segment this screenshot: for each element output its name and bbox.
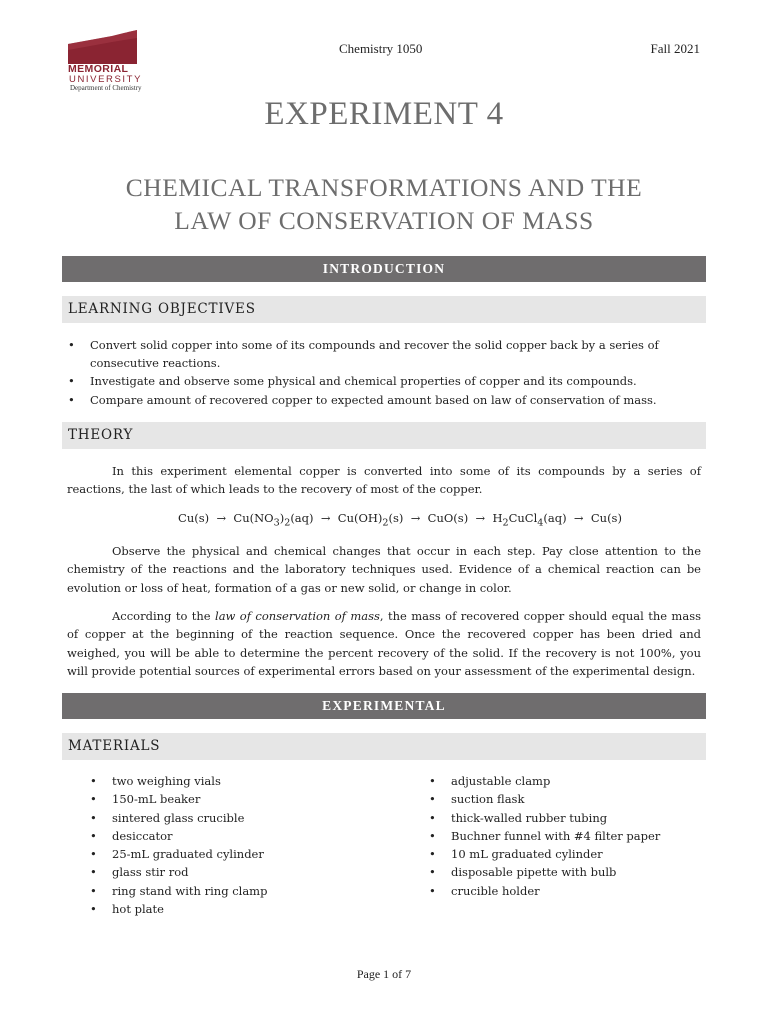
list-item: • crucible holder — [427, 882, 717, 900]
main-title-line1: CHEMICAL TRANSFORMATIONS AND THE — [125, 173, 643, 202]
logo-wordmark-sub: UNIVERSITY — [69, 74, 143, 85]
materials-list-left — [88, 772, 388, 918]
university-logo-flag — [68, 30, 137, 64]
list-item: • Buchner funnel with #4 filter paper — [427, 827, 717, 845]
list-item: • two weighing vials — [88, 772, 388, 790]
materials-list-right — [427, 772, 717, 900]
theory-paragraph-3: According to the law of conservation of mass, the mass of recovered copper should equal the mass of copper at the beginning of the reaction sequence. Once the recovered copper has been dried and weighed, you will be able to determine the percent recovery of the solid. If the recovery is not 100%, you will provide potential sources of experimental errors based on your assessment of the experimental design. — [67, 609, 701, 678]
list-item: • ring stand with ring clamp — [88, 882, 388, 900]
department-name: Department of Chemistry — [70, 84, 142, 92]
list-item: • sintered glass crucible — [88, 809, 388, 827]
list-item: • hot plate — [88, 900, 388, 918]
subheading-theory: THEORY — [62, 422, 706, 449]
list-item: • thick-walled rubber tubing — [427, 809, 717, 827]
reaction-sequence: $Cu(s) \to Cu(NO_3)_2(aq) \to Cu(OH)_2(s) \to CuO(s)$ → $H_2CuCl_4(aq) \to Cu(s)$ — [178, 511, 622, 529]
section-bar-introduction: INTRODUCTION — [62, 256, 706, 282]
term: Fall 2021 — [650, 41, 700, 56]
theory-paragraph-1: In this experiment elemental copper is converted into some of its compounds by a series of reactions, the last of which leads to the recovery of most of the copper. — [67, 464, 701, 497]
section-bar-experimental: EXPERIMENTAL — [62, 693, 706, 719]
main-title-line2: LAW OF CONSERVATION OF MASS — [174, 206, 594, 235]
course-name: Chemistry 1050 — [339, 41, 423, 56]
main-title — [0, 171, 768, 237]
list-item: • 150-mL beaker — [88, 790, 388, 808]
list-item: • disposable pipette with bulb — [427, 863, 717, 881]
list-item: • Investigate and observe some physical and chemical properties of copper and its compounds. — [68, 372, 708, 390]
objectives-list — [68, 336, 708, 409]
list-item: • Convert solid copper into some of its compounds and recover the solid copper back by a series of consecutive reactions. — [68, 336, 708, 372]
list-item: • desiccator — [88, 827, 388, 845]
list-item: • 25-mL graduated cylinder — [88, 845, 388, 863]
list-item: • glass stir rod — [88, 863, 388, 881]
theory-paragraph-2: Observe the physical and chemical changes that occur in each step. Pay close attention to the chemistry of the reactions and the laboratory techniques used. Evidence of a chemical reaction can be evolution or loss of heat, formation of a gas or new solid, or change in color. — [67, 544, 701, 595]
experiment-title: EXPERIMENT 4 — [264, 96, 504, 132]
subheading-learning-objectives: LEARNING OBJECTIVES — [62, 296, 706, 323]
page-number: Page 1 of 7 — [356, 967, 412, 981]
subheading-materials: MATERIALS — [62, 733, 706, 760]
list-item: • suction flask — [427, 790, 717, 808]
list-item: • adjustable clamp — [427, 772, 717, 790]
list-item: • Compare amount of recovered copper to expected amount based on law of conservation of mass. — [68, 391, 708, 409]
logo-wordmark: MEMORIAL — [68, 63, 129, 75]
list-item: • 10 mL graduated cylinder — [427, 845, 717, 863]
